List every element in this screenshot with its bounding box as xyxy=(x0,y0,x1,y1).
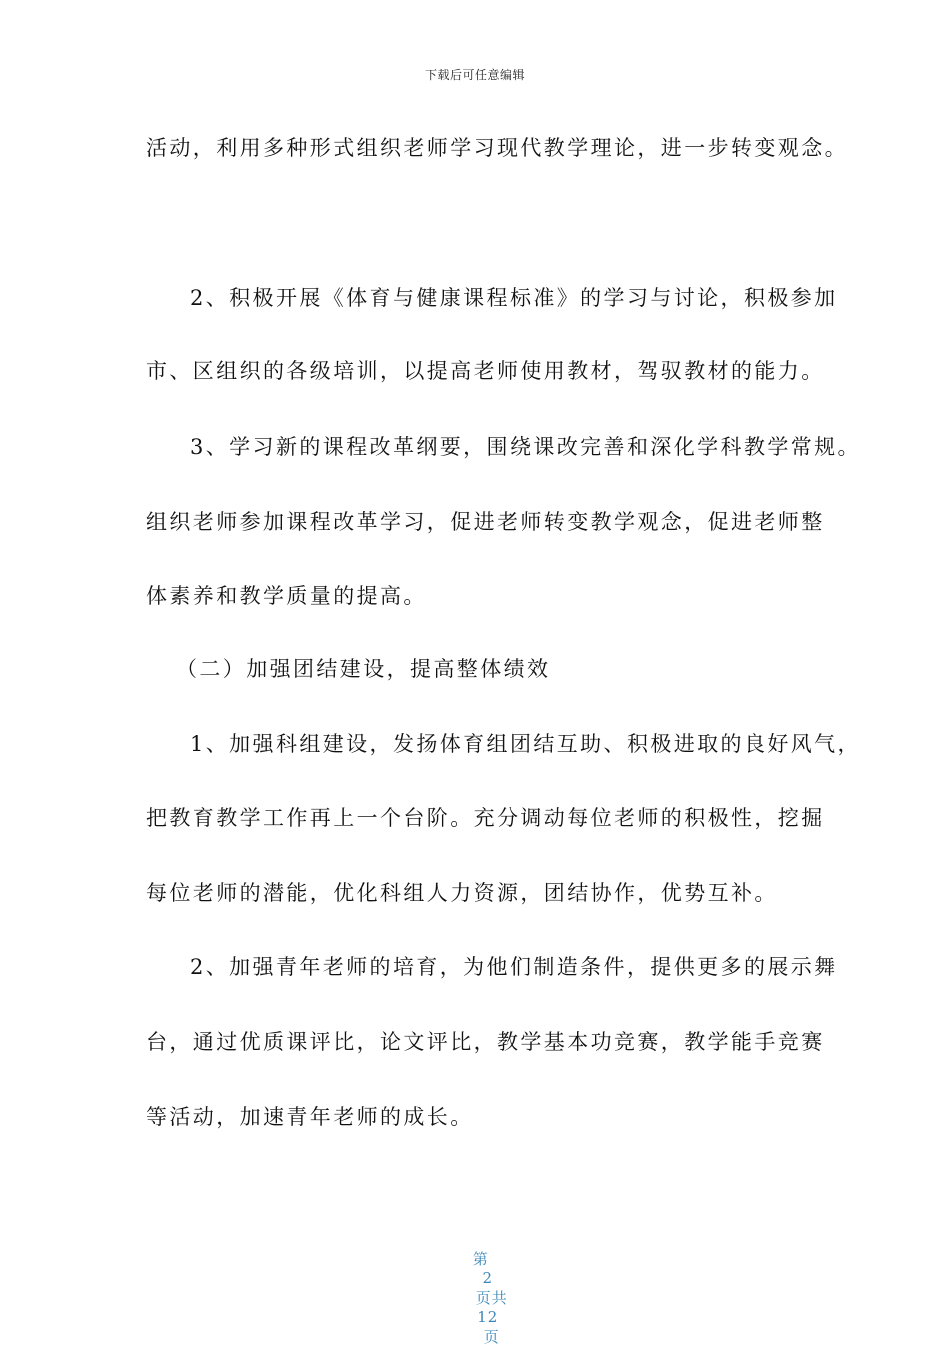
paragraph-line: 3、学习新的课程改革纲要，围绕课改完善和深化学科教学常规。 xyxy=(190,435,861,459)
paragraph-line: 每位老师的潜能，优化科组人力资源，团结协作，优势互补。 xyxy=(146,881,778,905)
footer-prefix: 第 xyxy=(472,1250,489,1268)
footer-suffix: 页 xyxy=(483,1328,500,1346)
footer-middle: 页共 xyxy=(475,1289,508,1307)
paragraph-line: 市、区组织的各级培训，以提高老师使用教材，驾驭教材的能力。 xyxy=(146,359,825,383)
section-heading: （二）加强团结建设，提高整体绩效 xyxy=(176,657,551,681)
paragraph-line: 2、加强青年老师的培育，为他们制造条件，提供更多的展示舞 xyxy=(190,955,838,979)
paragraph-line: 1、加强科组建设，发扬体育组团结互助、积极进取的良好风气， xyxy=(190,732,861,756)
paragraph-line: 台，通过优质课评比，论文评比，教学基本功竞赛，教学能手竞赛 xyxy=(146,1030,825,1054)
paragraph-line: 活动，利用多种形式组织老师学习现代教学理论，进一步转变观念。 xyxy=(146,136,848,160)
paragraph-line: 把教育教学工作再上一个台阶。充分调动每位老师的积极性，挖掘 xyxy=(146,806,825,830)
page-header: 下载后可任意编辑 xyxy=(424,68,525,82)
footer-total-pages: 12 xyxy=(477,1308,499,1326)
page-footer xyxy=(0,1230,950,1347)
paragraph-line: 等活动，加速青年老师的成长。 xyxy=(146,1105,474,1129)
paragraph-line: 组织老师参加课程改革学习，促进老师转变教学观念，促进老师整 xyxy=(146,510,825,534)
paragraph-line: 2、积极开展《体育与健康课程标准》的学习与讨论，积极参加 xyxy=(190,286,838,310)
footer-current-page: 2 xyxy=(482,1269,494,1287)
paragraph-line: 体素养和教学质量的提高。 xyxy=(146,584,427,608)
